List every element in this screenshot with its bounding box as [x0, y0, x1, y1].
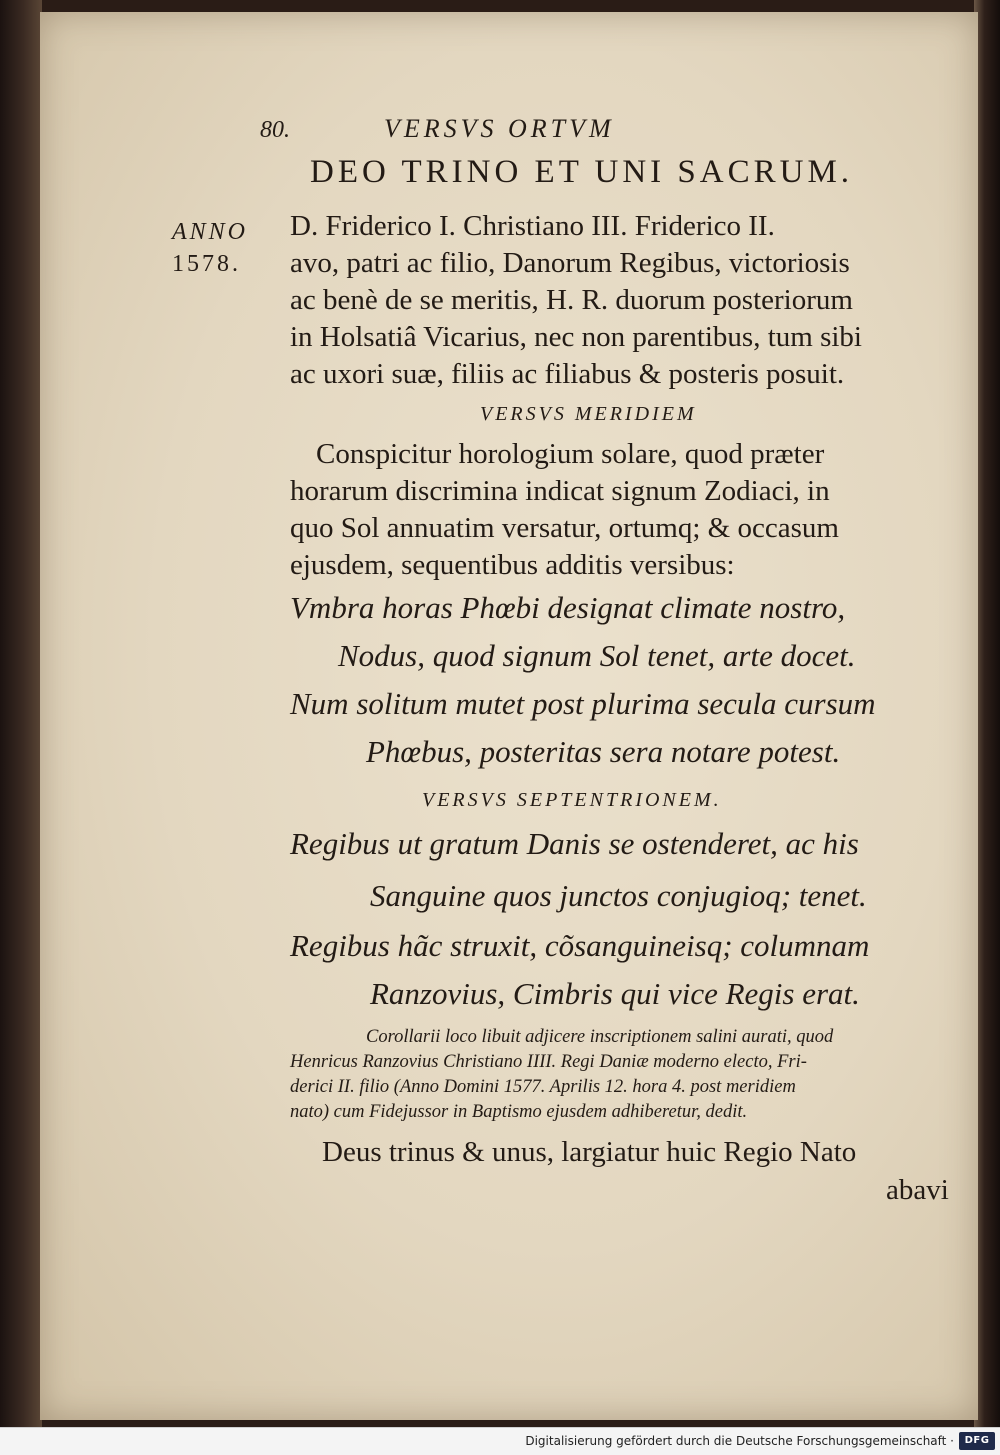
verse-line: Regibus hãc struxit, cõsanguineisq; columnam [290, 928, 870, 963]
inscription-title: DEO TRINO ET UNI SACRUM. [310, 154, 854, 190]
footer-credit: Digitalisierung gefördert durch die Deutsche Forschungsgemeinschaft · [525, 1434, 954, 1448]
text-line: ejusdem, sequentibus additis versibus: [290, 549, 735, 581]
verse-line: Regibus ut gratum Danis se ostenderet, ac his [290, 826, 859, 861]
note-line: Corollarii loco libuit adjicere inscriptionem salini aurati, quod [366, 1027, 834, 1047]
text-line: horarum discrimina indicat signum Zodiaci, in [290, 475, 830, 507]
text-line: Deus trinus & unus, largiatur huic Regio Nato [322, 1136, 857, 1168]
note-line: Henricus Ranzovius Christiano IIII. Regi Daniæ moderno electo, Fri- [290, 1052, 807, 1072]
running-head: VERSVS ORTVM [384, 114, 615, 143]
verse-line: Num solitum mutet post plurima secula cursum [290, 686, 876, 721]
page-number: 80. [260, 117, 290, 143]
verse-line: Phœbus, posteritas sera notare potest. [366, 734, 841, 769]
verse-line: Nodus, quod signum Sol tenet, arte docet. [338, 638, 856, 673]
verse-line: Vmbra horas Phœbi designat climate nostro, [290, 590, 846, 625]
note-line: derici II. filio (Anno Domini 1577. Aprilis 12. hora 4. post meridiem [290, 1077, 796, 1097]
catchword: abavi [886, 1174, 949, 1206]
text-line: avo, patri ac filio, Danorum Regibus, victoriosis [290, 247, 850, 279]
margin-note-anno: ANNO [172, 219, 249, 245]
text-line: ac uxori suæ, filiis ac filiabus & posteris posuit. [290, 358, 845, 390]
dfg-logo: DFG [959, 1432, 995, 1450]
book-binding-left [0, 0, 42, 1428]
margin-note-year: 1578. [172, 251, 241, 277]
text-line: Conspicitur horologium solare, quod præter [316, 438, 825, 470]
verse-line: Sanguine quos junctos conjugioq; tenet. [370, 878, 867, 913]
text-line: quo Sol annuatim versatur, ortumq; & occasum [290, 512, 839, 544]
text-line: D. Friderico I. Christiano III. Friderico II. [290, 210, 775, 242]
footer-bar [0, 1427, 1000, 1455]
section-heading-meridiem: VERSVS MERIDIEM [480, 403, 697, 425]
verse-line: Ranzovius, Cimbris qui vice Regis erat. [370, 976, 860, 1011]
note-line: nato) cum Fidejussor in Baptismo ejusdem adhiberetur, dedit. [290, 1102, 748, 1122]
book-page [40, 12, 978, 1420]
text-line: ac benè de se meritis, H. R. duorum posteriorum [290, 284, 853, 316]
section-heading-septentrionem: VERSVS SEPTENTRIONEM. [422, 789, 722, 811]
text-line: in Holsatiâ Vicarius, nec non parentibus, tum sibi [290, 321, 862, 353]
